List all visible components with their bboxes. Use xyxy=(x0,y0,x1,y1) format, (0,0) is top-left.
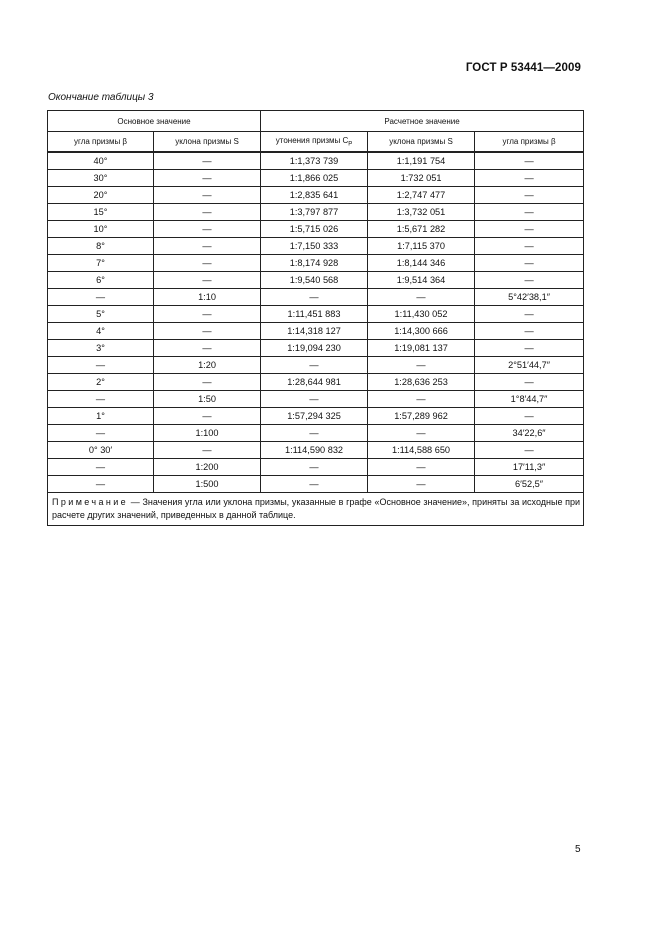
table-cell: — xyxy=(154,323,261,340)
table-row xyxy=(48,221,584,238)
table-cell: — xyxy=(261,357,368,374)
table-cell: 1:3,797 877 xyxy=(261,204,368,221)
table-cell: — xyxy=(261,459,368,476)
table-cell: — xyxy=(475,238,584,255)
table-cell: — xyxy=(154,408,261,425)
table-row xyxy=(48,459,584,476)
table-row xyxy=(48,323,584,340)
table-row xyxy=(48,408,584,425)
table-cell: 1:2,747 477 xyxy=(368,187,475,204)
table-cell: 1:14,300 666 xyxy=(368,323,475,340)
table-cell: — xyxy=(475,374,584,391)
table-cell: — xyxy=(475,408,584,425)
table-cell: — xyxy=(48,289,154,306)
table-cell: — xyxy=(368,289,475,306)
table-cell: 1:28,636 253 xyxy=(368,374,475,391)
table-cell: — xyxy=(261,425,368,442)
table-cell: — xyxy=(154,306,261,323)
table-cell: — xyxy=(475,255,584,272)
table-cell: — xyxy=(154,152,261,170)
table-cell: 34′22,6″ xyxy=(475,425,584,442)
table-cell: 5° xyxy=(48,306,154,323)
table-cell: — xyxy=(475,442,584,459)
table-row xyxy=(48,357,584,374)
table-cell: — xyxy=(154,255,261,272)
table-cell: 10° xyxy=(48,221,154,238)
table-cell: — xyxy=(368,425,475,442)
table-row xyxy=(48,289,584,306)
table-cell: 6′52,5″ xyxy=(475,476,584,493)
table-cell: 3° xyxy=(48,340,154,357)
table-cell: — xyxy=(475,340,584,357)
table-cell: — xyxy=(261,391,368,408)
table-cell: 1:1,373 739 xyxy=(261,152,368,170)
table-cell: — xyxy=(154,170,261,187)
table-cell: 2° xyxy=(48,374,154,391)
table-cell: 1:5,671 282 xyxy=(368,221,475,238)
table-cell: 1:10 xyxy=(154,289,261,306)
table-cell: — xyxy=(48,391,154,408)
table-cell: 1:19,094 230 xyxy=(261,340,368,357)
table-cell: 1:100 xyxy=(154,425,261,442)
table-cell: — xyxy=(261,476,368,493)
table-row xyxy=(48,340,584,357)
table-cell: 1:114,588 650 xyxy=(368,442,475,459)
note-text: — Значения угла или уклона призмы, указанные в графе «Основное значение», приняты за исходные при расчете других значений, приведенных в данной таблице. xyxy=(52,497,581,520)
table-cell: — xyxy=(475,221,584,238)
table-cell: 1:28,644 981 xyxy=(261,374,368,391)
group-header-calculated: Расчетное значение xyxy=(261,111,584,132)
table-cell: 1:732 051 xyxy=(368,170,475,187)
table-cell: — xyxy=(475,170,584,187)
prism-table xyxy=(47,110,584,526)
table-cell: 1:9,514 364 xyxy=(368,272,475,289)
table-cell: 1:500 xyxy=(154,476,261,493)
table-cell: — xyxy=(154,374,261,391)
table-row xyxy=(48,391,584,408)
table-cell: — xyxy=(261,289,368,306)
table-cell: — xyxy=(368,476,475,493)
table-row xyxy=(48,476,584,493)
table-cell: 1:8,174 928 xyxy=(261,255,368,272)
table-cell: 1:7,150 333 xyxy=(261,238,368,255)
table-cell: — xyxy=(154,187,261,204)
table-cell: — xyxy=(154,272,261,289)
table-cell: — xyxy=(475,152,584,170)
table-cell: — xyxy=(368,391,475,408)
group-header-basic: Основное значение xyxy=(48,111,261,132)
table-cell: 6° xyxy=(48,272,154,289)
table-row xyxy=(48,272,584,289)
table-row xyxy=(48,255,584,272)
table-cell: 1:2,835 641 xyxy=(261,187,368,204)
page-number: 5 xyxy=(575,844,581,855)
table-row xyxy=(48,204,584,221)
table-cell: — xyxy=(154,204,261,221)
table-cell: 30° xyxy=(48,170,154,187)
table-row xyxy=(48,306,584,323)
table-cell: 1°8′44,7″ xyxy=(475,391,584,408)
table-cell: — xyxy=(154,340,261,357)
table-cell: 1:114,590 832 xyxy=(261,442,368,459)
table-cell: — xyxy=(368,459,475,476)
column-header-slope-calc: уклона призмы S xyxy=(368,132,475,153)
table-cell: — xyxy=(475,272,584,289)
table-row xyxy=(48,152,584,170)
column-header-angle-calc: угла призмы β xyxy=(475,132,584,153)
table-cell: 15° xyxy=(48,204,154,221)
table-cell: 7° xyxy=(48,255,154,272)
column-header-thinning: утонения призмы $C_P$ xyxy=(261,132,368,153)
table-cell: — xyxy=(368,357,475,374)
table-cell: — xyxy=(475,187,584,204)
table-cell: 1:19,081 137 xyxy=(368,340,475,357)
table-caption: Окончание таблицы 3 xyxy=(48,92,154,103)
table-cell: 1:200 xyxy=(154,459,261,476)
table-cell: 40° xyxy=(48,152,154,170)
standard-code: ГОСТ Р 53441—2009 xyxy=(465,62,581,74)
table-cell: — xyxy=(48,476,154,493)
table-cell: 1:57,294 325 xyxy=(261,408,368,425)
table-cell: 1:14,318 127 xyxy=(261,323,368,340)
table-cell: 8° xyxy=(48,238,154,255)
table-cell: 1:3,732 051 xyxy=(368,204,475,221)
table-cell: — xyxy=(154,238,261,255)
table-cell: — xyxy=(475,204,584,221)
table-note xyxy=(48,493,584,526)
table-cell: 1:1,866 025 xyxy=(261,170,368,187)
table-cell: 1:50 xyxy=(154,391,261,408)
table-cell: — xyxy=(154,221,261,238)
table-cell: — xyxy=(475,306,584,323)
table-row xyxy=(48,425,584,442)
table-cell: 20° xyxy=(48,187,154,204)
column-header-angle-basic: угла призмы β xyxy=(48,132,154,153)
table-row xyxy=(48,187,584,204)
table-cell: 1:8,144 346 xyxy=(368,255,475,272)
table-cell: 1:5,715 026 xyxy=(261,221,368,238)
table-row xyxy=(48,238,584,255)
table-cell: 1:20 xyxy=(154,357,261,374)
table-row xyxy=(48,374,584,391)
table-cell: 1:11,430 052 xyxy=(368,306,475,323)
table-cell: 4° xyxy=(48,323,154,340)
table-cell: — xyxy=(48,459,154,476)
table-cell: — xyxy=(48,425,154,442)
table-row xyxy=(48,170,584,187)
table-cell: 0° 30′ xyxy=(48,442,154,459)
table-cell: 5°42′38,1″ xyxy=(475,289,584,306)
note-label: Примечание xyxy=(52,497,129,507)
table-cell: 1:57,289 962 xyxy=(368,408,475,425)
table-cell: — xyxy=(48,357,154,374)
table-cell: 2°51′44,7″ xyxy=(475,357,584,374)
table-cell: 1:7,115 370 xyxy=(368,238,475,255)
table-cell: — xyxy=(475,323,584,340)
column-header-slope-basic: уклона призмы S xyxy=(154,132,261,153)
table-cell: — xyxy=(154,442,261,459)
table-cell: 1:9,540 568 xyxy=(261,272,368,289)
table-cell: 1:1,191 754 xyxy=(368,152,475,170)
table-cell: 1° xyxy=(48,408,154,425)
table-cell: 17′11,3″ xyxy=(475,459,584,476)
table-row xyxy=(48,442,584,459)
table-cell: 1:11,451 883 xyxy=(261,306,368,323)
